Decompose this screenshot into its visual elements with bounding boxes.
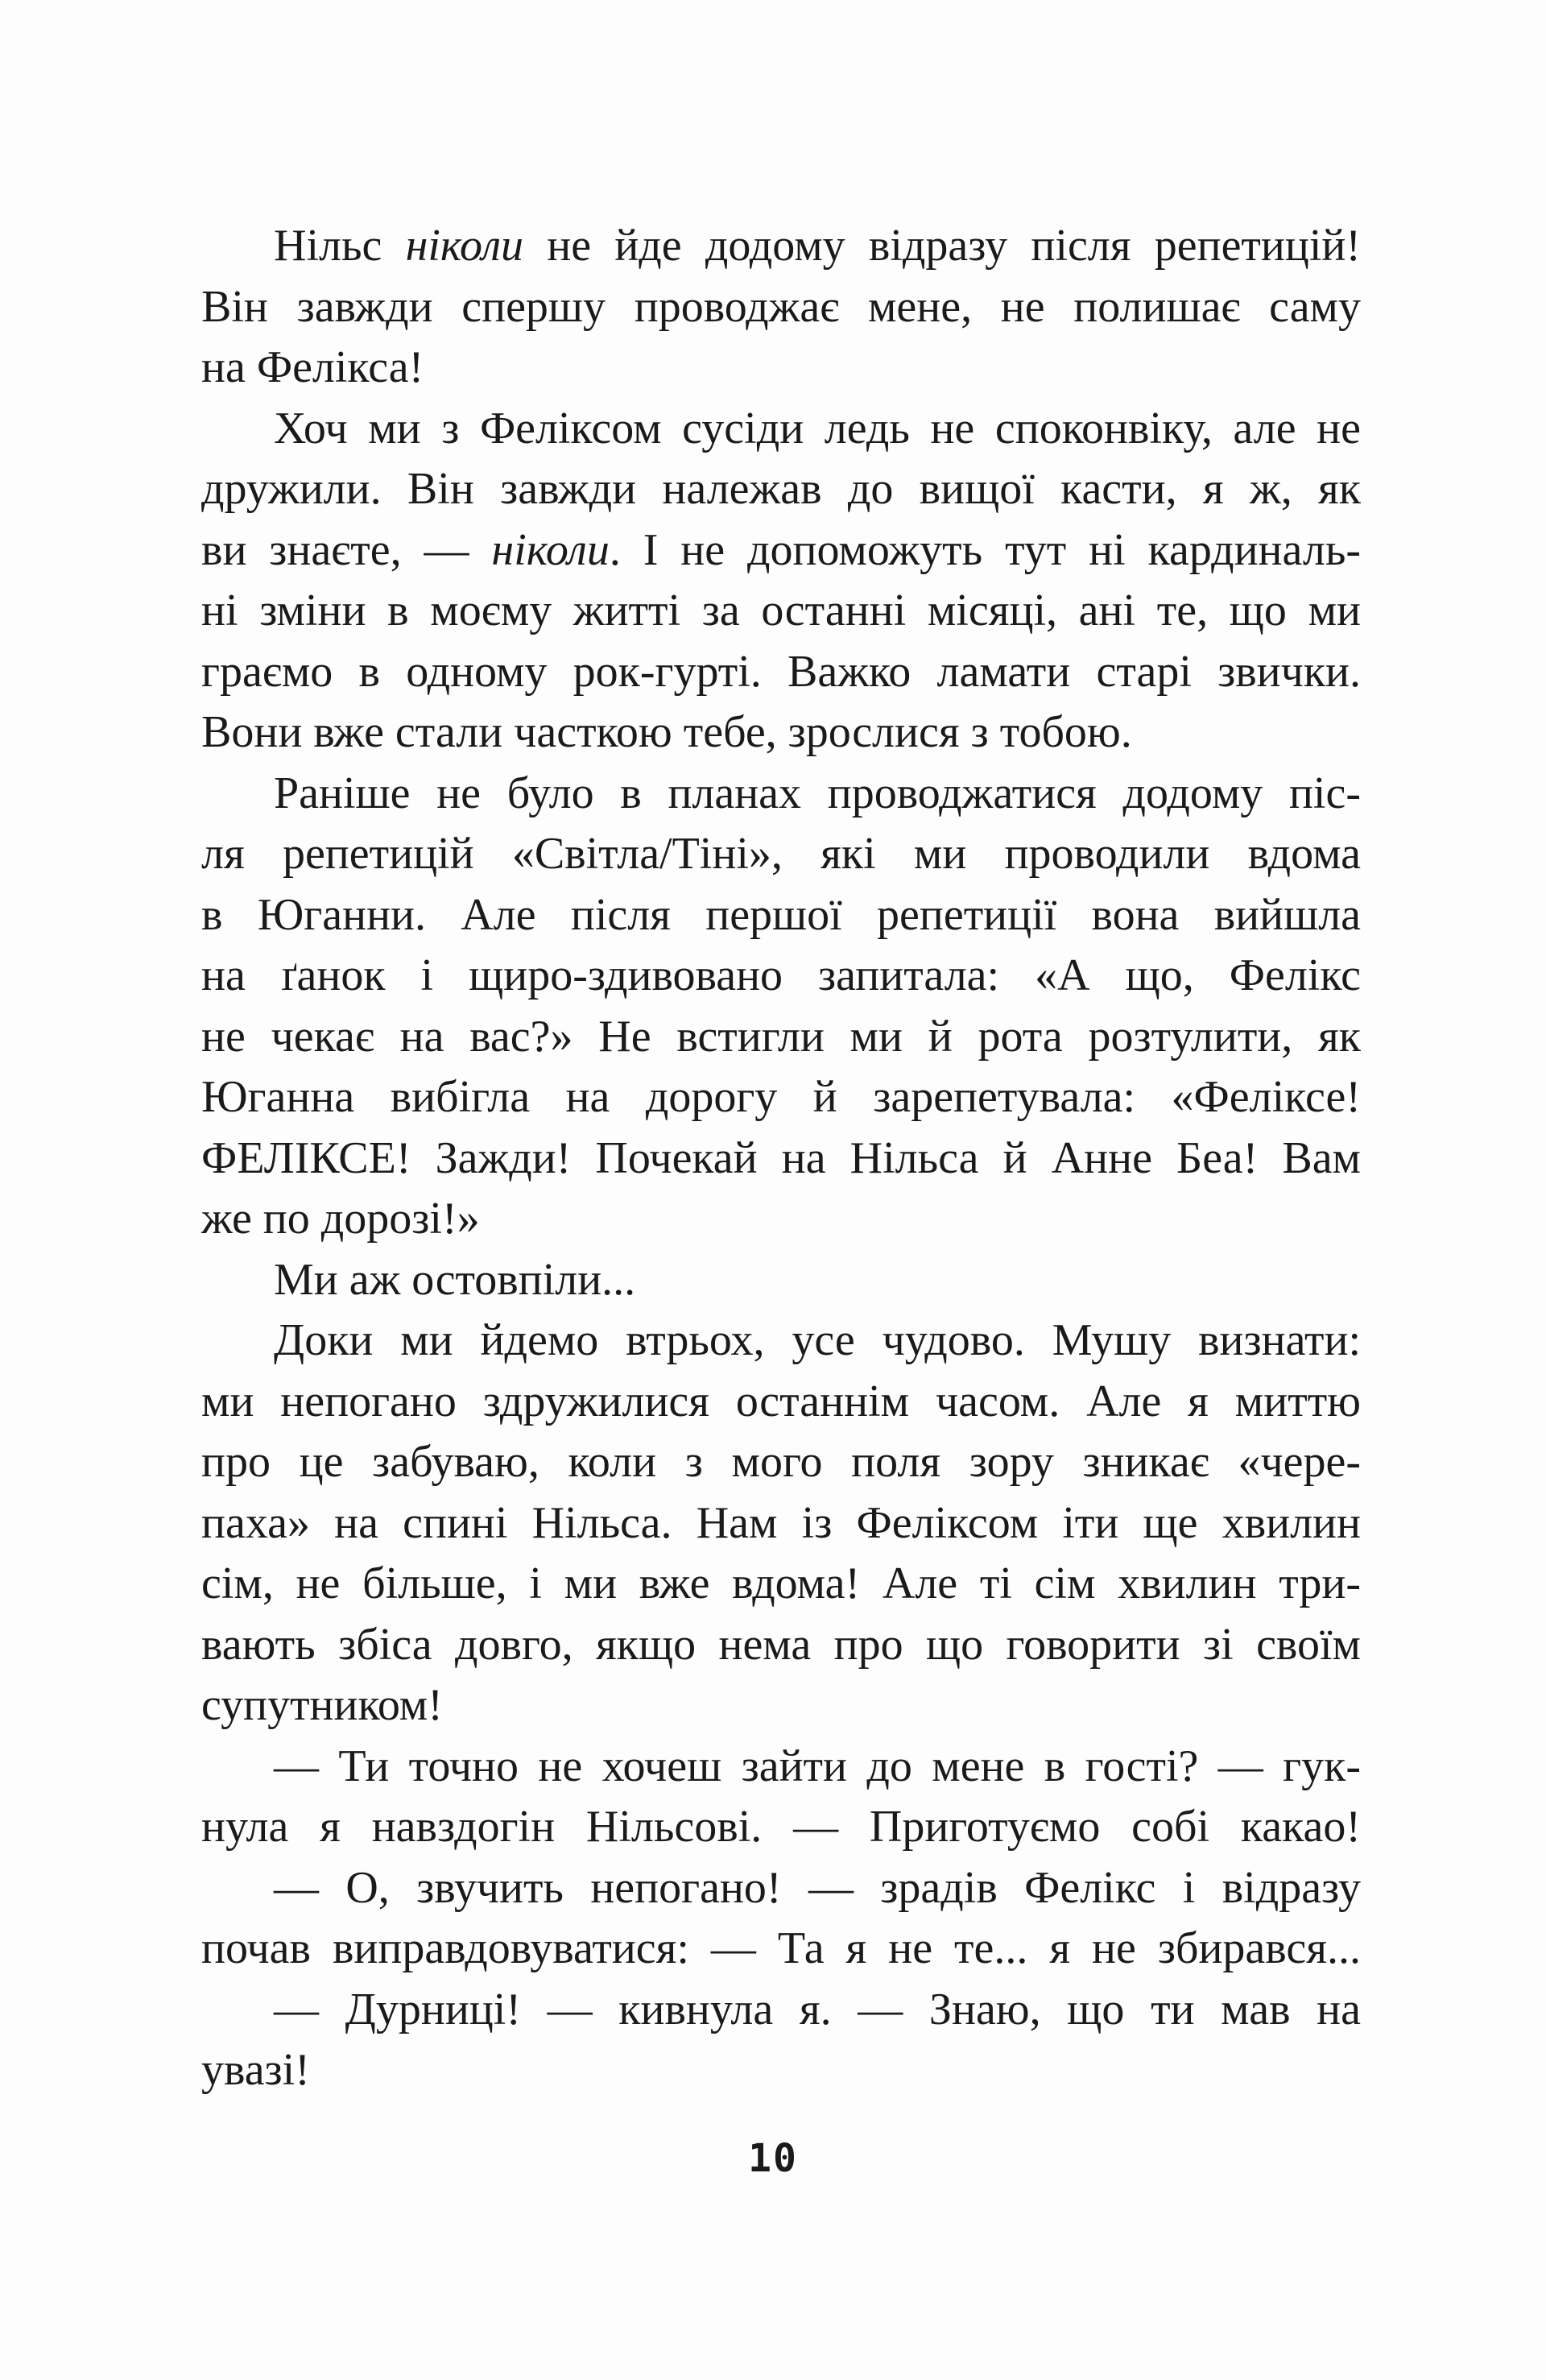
text-line-27: нула я навздогін Нільсові. — Приготуємо собі какао! bbox=[201, 1802, 1361, 1852]
body-text bbox=[201, 216, 1361, 2101]
text-line-30: — Дурниці! — кивнула я. — Знаю, що ти мав на bbox=[274, 1984, 1361, 2034]
text-line-28: — О, звучить непогано! — зрадів Фелікс і відразу bbox=[274, 1862, 1361, 1913]
text-line-17: же по дорозі!» bbox=[201, 1194, 480, 1244]
text-line-31: увазі! bbox=[201, 2045, 310, 2095]
text-line-19: Доки ми йдемо втрьох, усе чудово. Мушу визнати: bbox=[274, 1315, 1361, 1365]
text-line-15: Юганна вибігла на дорогу й зарепетувала: «Феліксе! bbox=[201, 1072, 1361, 1122]
text-line-1: Нільс ніколи не йде додому відразу після репетицій! bbox=[274, 221, 1362, 271]
text-line-26: — Ти точно не хочеш зайти до мене в гості? — гук- bbox=[274, 1741, 1361, 1791]
text-line-18: Ми аж остовпіли... bbox=[274, 1254, 636, 1305]
text-line-10: Раніше не було в планах проводжатися додому піс- bbox=[274, 768, 1361, 818]
text-line-22: паха» на спині Нільса. Нам із Феліксом іти ще хвилин bbox=[201, 1497, 1361, 1548]
text-line-5: дружили. Він завжди належав до вищої касти, я ж, як bbox=[201, 464, 1361, 514]
page-number: 10 bbox=[748, 2136, 798, 2181]
text-line-24: вають збіса довго, якщо нема про що говорити зі своїм bbox=[201, 1619, 1361, 1670]
text-line-9: Вони вже стали часткою тебе, зрослися з тобою. bbox=[201, 707, 1132, 757]
text-line-12: в Юганни. Але після першої репетиції вона вийшла bbox=[201, 889, 1361, 940]
text-line-16: ФЕЛІКСЕ! Зажди! Почекай на Нільса й Анне Беа! Вам bbox=[201, 1132, 1361, 1183]
text-line-29: почав виправдовуватися: — Та я не те... я не збирався... bbox=[201, 1923, 1361, 1973]
text-line-6: ви знаєте, — ніколи. І не допоможуть тут ні кардиналь- bbox=[201, 524, 1361, 575]
emphasis-word: ніколи bbox=[491, 524, 610, 575]
text-line-25: супутником! bbox=[201, 1680, 443, 1730]
emphasis-word: ніколи bbox=[405, 221, 524, 271]
text-line-7: ні зміни в моєму житті за останні місяці, ані те, що ми bbox=[201, 586, 1361, 635]
text-line-13: на ґанок і щиро-здивовано запитала: «А що, Фелікс bbox=[201, 950, 1361, 1000]
text-line-21: про це забуваю, коли з мого поля зору зникає «чере- bbox=[201, 1437, 1361, 1487]
text-line-8: граємо в одному рок-гурті. Важко ламати старі звички. bbox=[201, 646, 1361, 697]
text-line-2: Він завжди спершу проводжає мене, не полишає саму bbox=[201, 281, 1361, 332]
text-line-3: на Фелікса! bbox=[201, 342, 424, 392]
text-line-20: ми непогано здружилися останнім часом. Але я миттю bbox=[201, 1376, 1361, 1426]
text-line-4: Хоч ми з Феліксом сусіди ледь не споконвіку, але не bbox=[274, 403, 1361, 453]
text-line-14: не чекає на вас?» Не встигли ми й рота розтулити, як bbox=[201, 1011, 1361, 1062]
text-line-23: сім, не більше, і ми вже вдома! Але ті сім хвилин три- bbox=[201, 1558, 1361, 1608]
text-line-11: ля репетицій «Світла/Тіні», які ми проводили вдома bbox=[201, 829, 1361, 879]
